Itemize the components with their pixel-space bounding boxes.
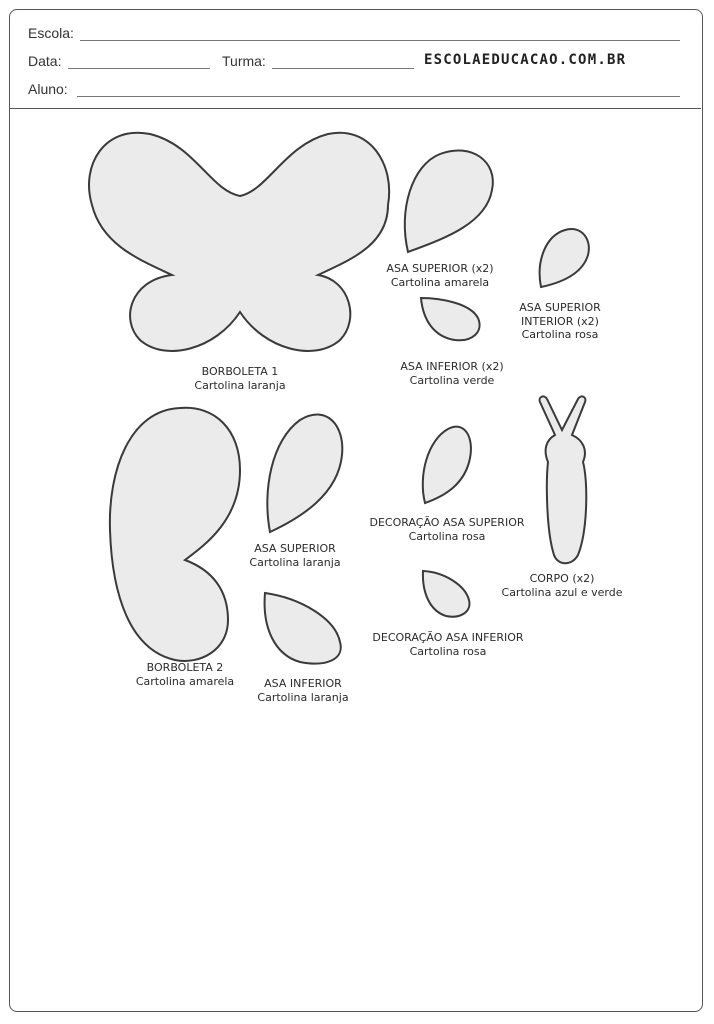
school-label: Escola: bbox=[28, 25, 74, 41]
deco-lower-material: Cartolina rosa bbox=[409, 644, 487, 658]
butterfly1-material: Cartolina laranja bbox=[194, 378, 286, 392]
lower-wing-caption bbox=[248, 677, 358, 704]
body-material: Cartolina azul e verde bbox=[501, 585, 623, 599]
upper-wing-material: Cartolina laranja bbox=[249, 555, 341, 569]
upper-wing-shape bbox=[267, 414, 342, 532]
class-label: Turma: bbox=[222, 53, 266, 69]
upper-inner-wing-caption bbox=[505, 301, 615, 342]
deco-lower-title: DECORAÇÃO ASA INFERIOR bbox=[372, 631, 524, 644]
upper-wing-x2-shape bbox=[405, 150, 493, 252]
student-label: Aluno: bbox=[28, 81, 68, 97]
upper-wing-caption bbox=[240, 542, 350, 569]
lower-wing-material: Cartolina laranja bbox=[257, 690, 349, 704]
lower-wing-x2-caption bbox=[392, 360, 512, 387]
date-label: Data: bbox=[28, 53, 62, 69]
lower-wing-x2-title: ASA INFERIOR (x2) bbox=[400, 360, 504, 373]
deco-upper-caption bbox=[362, 516, 532, 543]
lower-wing-x2-shape bbox=[421, 298, 480, 340]
body-caption bbox=[492, 572, 632, 599]
deco-upper-material: Cartolina rosa bbox=[408, 529, 486, 543]
upper-inner-wing-shape bbox=[540, 229, 589, 287]
deco-lower-caption bbox=[363, 631, 533, 658]
upper-wing-x2-title: ASA SUPERIOR (x2) bbox=[386, 262, 494, 275]
deco-upper-shape bbox=[423, 427, 471, 503]
body-shape bbox=[540, 396, 587, 563]
butterfly1-caption bbox=[190, 365, 290, 392]
upper-wing-x2-material: Cartolina amarela bbox=[390, 275, 490, 289]
deco-lower-shape bbox=[423, 571, 470, 617]
butterfly2-material: Cartolina amarela bbox=[135, 674, 235, 688]
upper-inner-wing-material: Cartolina rosa bbox=[521, 328, 599, 341]
butterfly2-shape bbox=[110, 408, 240, 661]
lower-wing-title: ASA INFERIOR bbox=[264, 677, 342, 690]
brand-logo-text: ESCOLAEDUCACAO.COM.BR bbox=[424, 52, 627, 68]
upper-wing-x2-caption bbox=[385, 262, 495, 289]
upper-inner-wing-title-2: INTERIOR (x2) bbox=[521, 314, 599, 328]
butterfly2-caption bbox=[125, 661, 245, 688]
lower-wing-shape bbox=[265, 593, 341, 664]
upper-inner-wing-title-1: ASA SUPERIOR bbox=[519, 301, 601, 314]
body-title: CORPO (x2) bbox=[529, 572, 595, 585]
lower-wing-x2-material: Cartolina verde bbox=[409, 373, 495, 387]
upper-wing-title: ASA SUPERIOR bbox=[254, 542, 336, 555]
deco-upper-title: DECORAÇÃO ASA SUPERIOR bbox=[369, 516, 525, 529]
butterfly1-title: BORBOLETA 1 bbox=[201, 365, 279, 378]
butterfly2-title: BORBOLETA 2 bbox=[146, 661, 224, 674]
butterfly1-shape bbox=[89, 133, 389, 351]
